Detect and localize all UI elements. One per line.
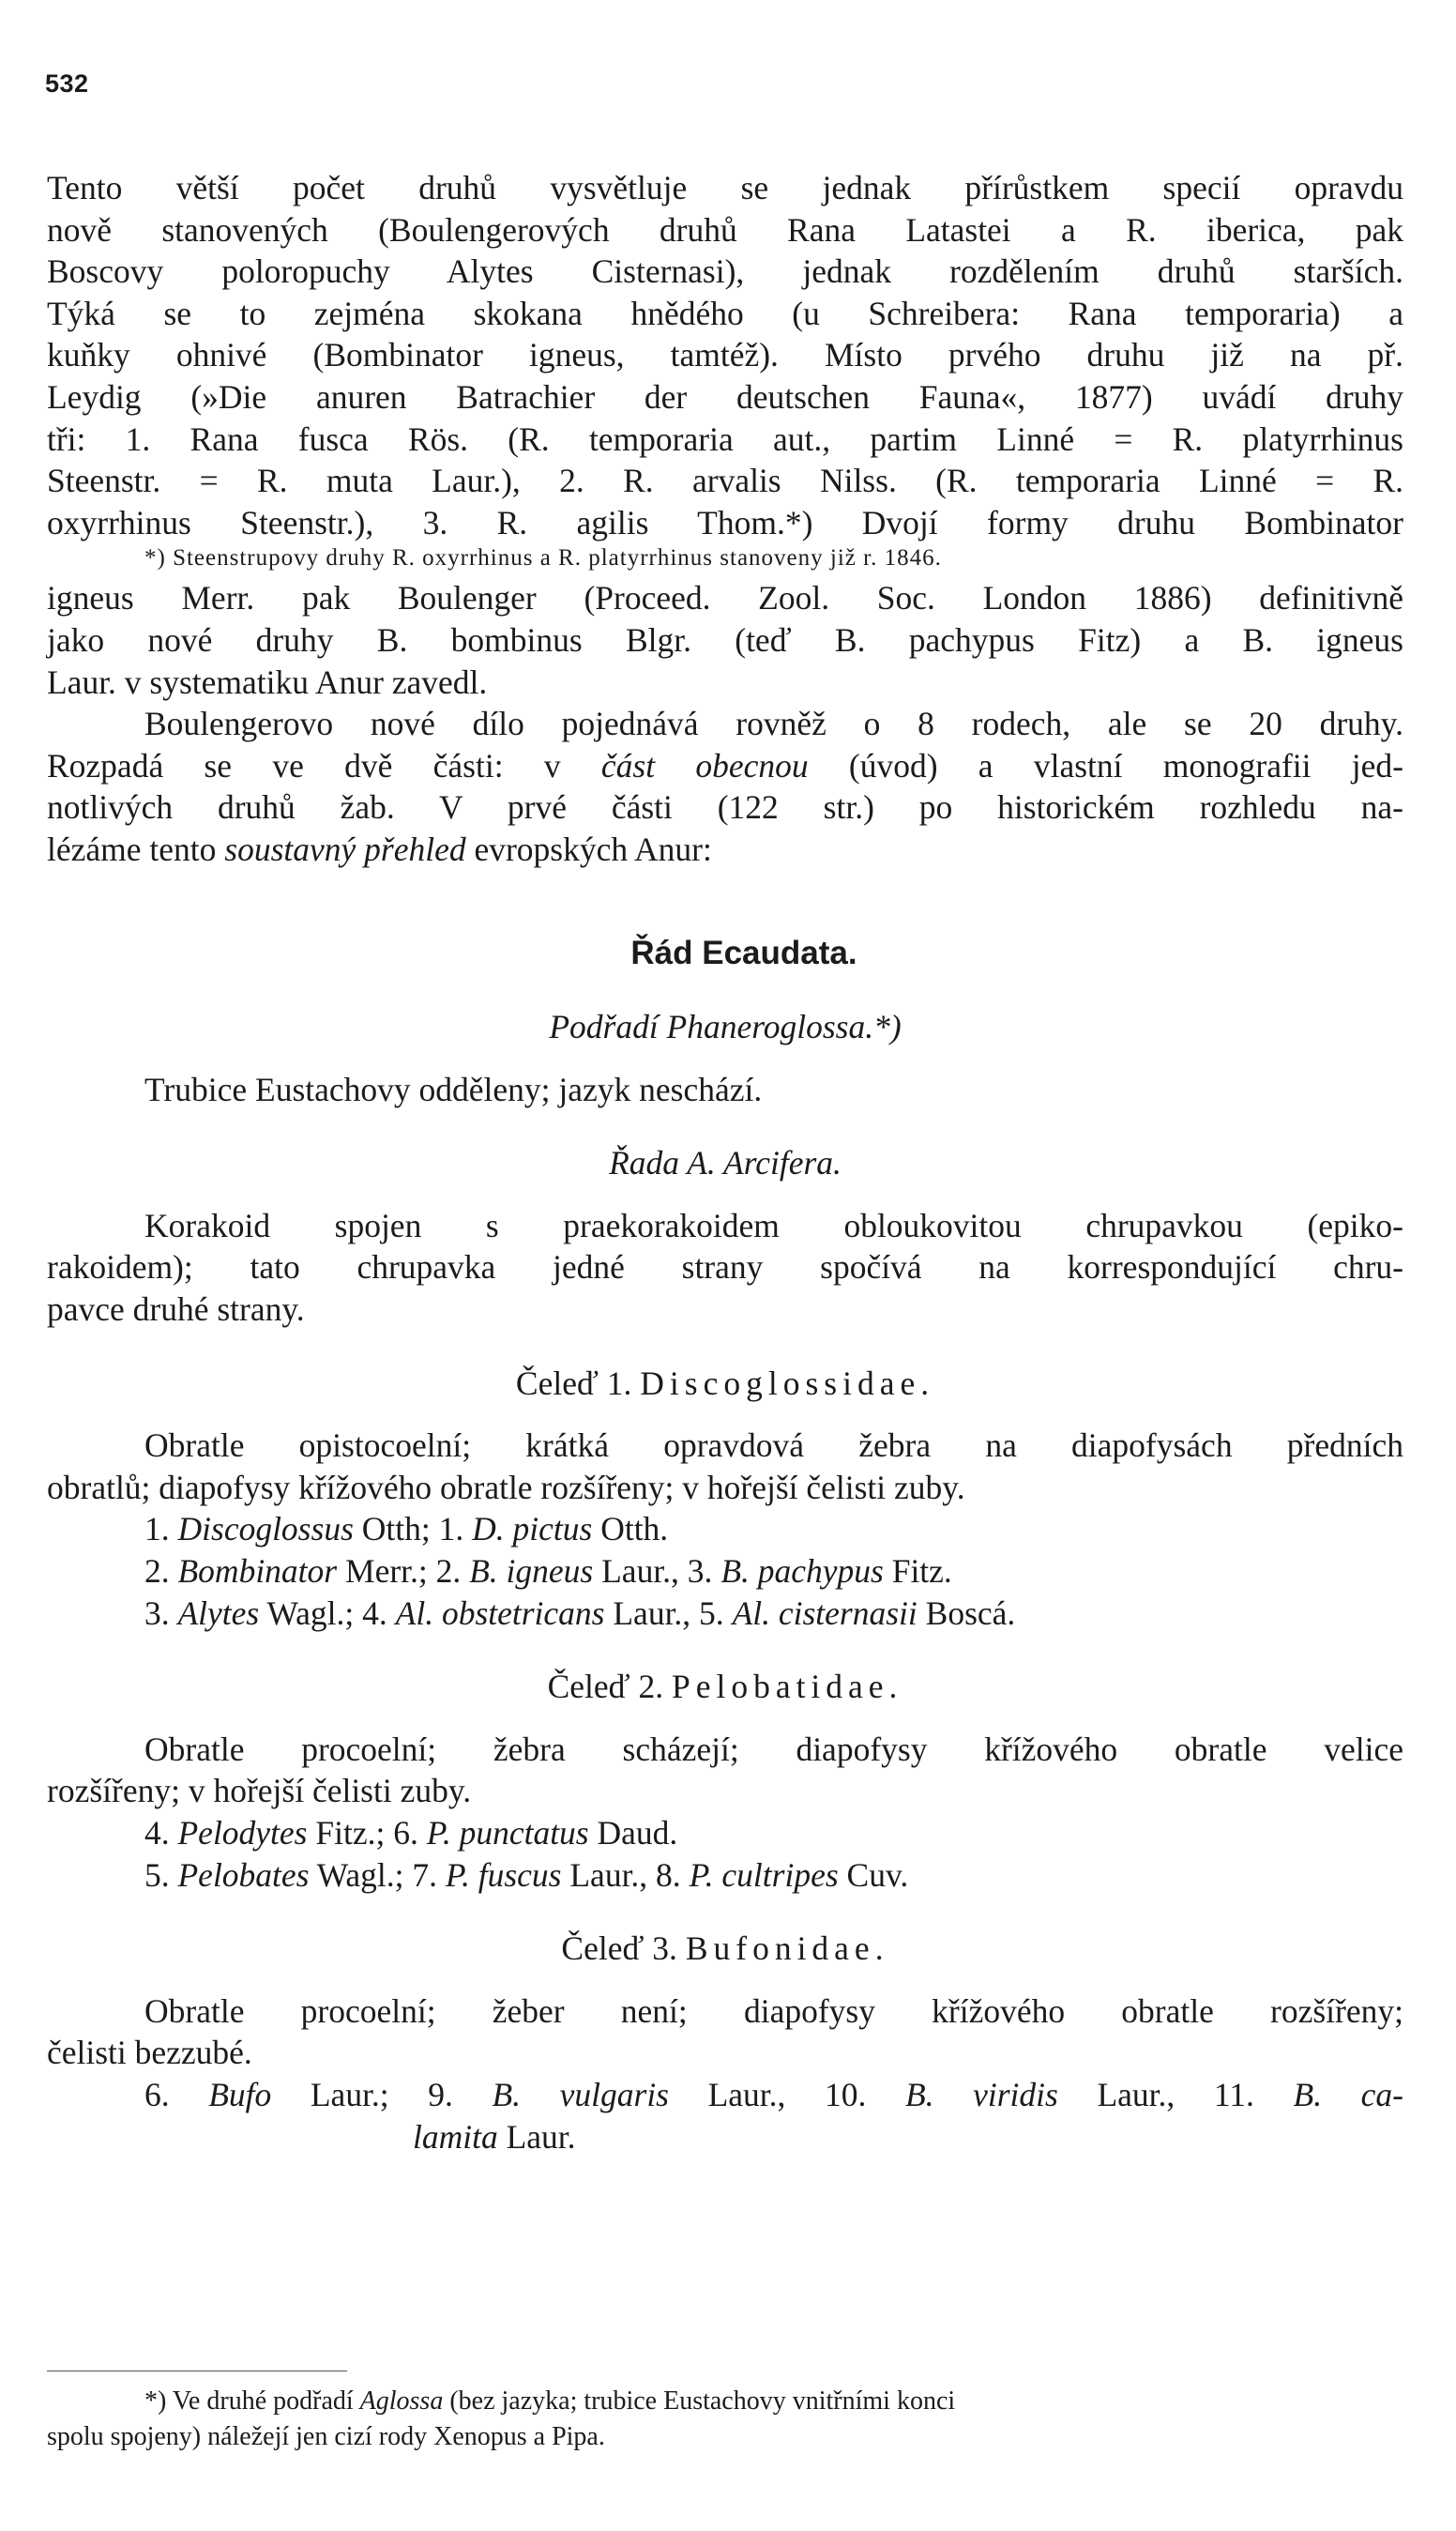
entry-number: 2. bbox=[144, 1552, 170, 1591]
genus-name: Alytes bbox=[177, 1593, 260, 1632]
species-name: Al. cisternasii bbox=[732, 1593, 918, 1632]
text-segment: (úvod) a vlastní monografii jed- bbox=[808, 746, 1403, 785]
entry-number: 5. bbox=[144, 1855, 170, 1894]
text-line: Boscovy poloropuchy Alytes Cisternasi), jednak rozdělením druhů starších. bbox=[47, 252, 1403, 291]
species-author: Laur., 10. bbox=[707, 2075, 867, 2113]
entry-number: 3. bbox=[144, 1593, 170, 1632]
species-author: Laur., 11. bbox=[1097, 2075, 1254, 2113]
page-body bbox=[47, 167, 1403, 2157]
text-line: Laur. v systematiku Anur zavedl. bbox=[47, 663, 488, 701]
entry-number: 4. bbox=[362, 1593, 387, 1632]
text-line: kuňky ohnivé (Bombinator igneus, tamtéž). Místo prvého druhu již na př. bbox=[47, 336, 1403, 374]
genus-author: Wagl.; bbox=[316, 1855, 404, 1894]
text-line: Steenstr. = R. muta Laur.), 2. R. arvalis Nilss. (R. temporaria Linné = R. bbox=[47, 462, 1403, 500]
text-line: Obratle procoelní; žeber není; diapofysy křížového obratle rozšířeny; bbox=[144, 1991, 1403, 2030]
species-name: lamita bbox=[413, 2117, 498, 2156]
text-segment: (bez jazyka; trubice Eustachovy vnitřními konci bbox=[443, 2386, 956, 2416]
text-line: notlivých druhů žab. V prvé části (122 str.) po historickém rozhledu na- bbox=[47, 788, 1403, 827]
row-heading: Řada A. Arcifera. bbox=[609, 1144, 842, 1182]
species-author: Cuv. bbox=[846, 1855, 909, 1894]
entry-number: 7. bbox=[412, 1855, 438, 1894]
species-name: B. viridis bbox=[904, 2075, 1058, 2113]
text-line: jako nové druhy B. bombinus Blgr. (teď B. pachypus Fitz) a B. igneus bbox=[47, 620, 1403, 659]
text-segment: Rozpadá se ve dvě části: v bbox=[47, 746, 601, 785]
species-name: Al. obstetricans bbox=[395, 1593, 605, 1632]
entry-number: 1. bbox=[438, 1510, 464, 1548]
family-label: Čeleď 1. bbox=[515, 1364, 632, 1402]
text-line: Týká se to zejména skokana hnědého (u Schreibera: Rana temporaria) a bbox=[47, 294, 1403, 332]
species-name: P. cultripes bbox=[689, 1855, 839, 1894]
suborder-heading: Podřadí Phaneroglossa.*) bbox=[549, 1008, 902, 1046]
footnote-line: spolu spojeny) náležejí jen cizí rody Xenopus a Pipa. bbox=[47, 2422, 605, 2451]
family-label: Čeleď 2. bbox=[547, 1668, 664, 1706]
family-name: Pelobatidae. bbox=[671, 1668, 903, 1706]
species-author: Laur., 8. bbox=[569, 1855, 681, 1894]
inline-footnote: *) Steenstrupovy druhy R. oxyrrhinus a R. platyrrhinus stanoveny již r. 1846. bbox=[144, 545, 942, 572]
genus-author: Wagl.; bbox=[266, 1593, 355, 1632]
text-line: Obratle opistocoelní; krátká opravdová žebra na diapofysách předních bbox=[144, 1426, 1403, 1465]
taxon-entry bbox=[47, 2074, 1403, 2116]
taxon-entry bbox=[47, 1593, 1403, 1635]
text-line bbox=[47, 745, 1403, 787]
species-name: P. punctatus bbox=[426, 1814, 589, 1852]
text-line: oxyrrhinus Steenstr.), 3. R. agilis Thom.*) Dvojí formy druhu Bombinator bbox=[47, 503, 1403, 541]
taxon-entry-continuation bbox=[47, 2116, 1403, 2158]
text-line: igneus Merr. pak Boulenger (Proceed. Zool. Soc. London 1886) definitivně bbox=[47, 579, 1403, 618]
species-author: Daud. bbox=[597, 1814, 678, 1852]
text-line bbox=[47, 829, 1403, 871]
species-author: Laur. bbox=[506, 2117, 576, 2156]
taxon-entry bbox=[47, 1854, 1403, 1897]
text-line: Leydig (»Die anuren Batrachier der deutschen Fauna«, 1877) uvádí druhy bbox=[47, 377, 1403, 416]
text-line: tři: 1. Rana fusca Rös. (R. temporaria aut., partim Linné = R. platyrrhinus bbox=[47, 419, 1403, 458]
family-heading bbox=[47, 1928, 1403, 1970]
text-line: rakoidem); tato chrupavka jedné strany spočívá na korrespondující chru- bbox=[47, 1248, 1403, 1287]
family-name: Discoglossidae. bbox=[640, 1364, 935, 1402]
italic-term: soustavný přehled bbox=[224, 830, 466, 868]
species-author: Laur., 5. bbox=[613, 1593, 724, 1632]
text-line: Obratle procoelní; žebra scházejí; diapofysy křížového obratle velice bbox=[144, 1730, 1403, 1768]
genus-author: Laur.; bbox=[310, 2075, 389, 2113]
text-line: Tento větší počet druhů vysvětluje se jednak přírůstkem specií opravdu bbox=[47, 169, 1403, 206]
page-number: 532 bbox=[45, 69, 89, 98]
genus-author: Fitz.; bbox=[315, 1814, 386, 1852]
species-name: D. pictus bbox=[472, 1510, 593, 1548]
text-segment: evropských Anur: bbox=[465, 830, 712, 868]
footnote bbox=[47, 2384, 1403, 2455]
entry-number: 4. bbox=[144, 1814, 170, 1852]
taxon-entry bbox=[47, 1812, 1403, 1854]
genus-name: Pelobates bbox=[177, 1855, 310, 1894]
species-author: Fitz. bbox=[891, 1552, 952, 1591]
species-name: B. vulgaris bbox=[492, 2075, 669, 2113]
footnote-line bbox=[47, 2384, 1403, 2419]
italic-term: Aglossa bbox=[359, 2386, 444, 2416]
italic-term: část obecnou bbox=[600, 746, 809, 785]
row-description bbox=[47, 1205, 1403, 1331]
text-line: nově stanovených (Boulengerových druhů Rana Latastei a R. iberica, pak bbox=[47, 210, 1403, 249]
species-name: P. fuscus bbox=[445, 1855, 562, 1894]
entry-number: 9. bbox=[428, 2075, 453, 2113]
family-label: Čeleď 3. bbox=[561, 1929, 677, 1968]
family-name: Bufonidae. bbox=[685, 1929, 889, 1968]
entry-number: 2. bbox=[435, 1552, 462, 1591]
species-name: B. igneus bbox=[469, 1552, 594, 1591]
entry-number: 1. bbox=[144, 1510, 170, 1548]
genus-name: Pelodytes bbox=[177, 1814, 308, 1852]
genus-author: Merr.; bbox=[345, 1552, 428, 1591]
intro-paragraph bbox=[47, 167, 1403, 703]
species-author: Otth. bbox=[600, 1510, 669, 1548]
species-author: Laur., 3. bbox=[601, 1552, 713, 1591]
order-heading: Řád Ecaudata. bbox=[630, 934, 857, 971]
family-heading bbox=[47, 1363, 1403, 1405]
family-heading bbox=[47, 1666, 1403, 1708]
boulenger-paragraph bbox=[47, 703, 1403, 870]
taxon-entry bbox=[47, 1550, 1403, 1593]
text-line: Boulengerovo nové dílo pojednává rovněž o 8 rodech, ale se 20 druhy. bbox=[144, 705, 1403, 743]
text-segment: lézáme tento bbox=[47, 830, 225, 868]
entry-number: 6. bbox=[393, 1814, 418, 1852]
genus-name: Bufo bbox=[208, 2075, 272, 2113]
species-name: B. ca- bbox=[1293, 2075, 1403, 2113]
taxon-entry bbox=[47, 1508, 1403, 1550]
text-line: čelisti bezzubé. bbox=[47, 2034, 252, 2072]
text-line: pavce druhé strany. bbox=[47, 1290, 305, 1329]
text-segment: *) Ve druhé podřadí bbox=[144, 2386, 360, 2416]
text-line: rozšířeny; v hořejší čelisti zuby. bbox=[47, 1772, 472, 1810]
genus-name: Bombinator bbox=[177, 1552, 338, 1591]
genus-name: Discoglossus bbox=[177, 1510, 354, 1548]
genus-author: Otth; bbox=[361, 1510, 431, 1548]
species-author: Boscá. bbox=[925, 1593, 1016, 1632]
species-name: B. pachypus bbox=[720, 1552, 884, 1591]
entry-number: 6. bbox=[144, 2075, 170, 2113]
suborder-description: Trubice Eustachovy odděleny; jazyk neschází. bbox=[144, 1070, 763, 1108]
text-line: Korakoid spojen s praekorakoidem obloukovitou chrupavkou (epiko- bbox=[144, 1206, 1403, 1244]
text-line: obratlů; diapofysy křížového obratle rozšířeny; v hořejší čelisti zuby. bbox=[47, 1468, 965, 1506]
